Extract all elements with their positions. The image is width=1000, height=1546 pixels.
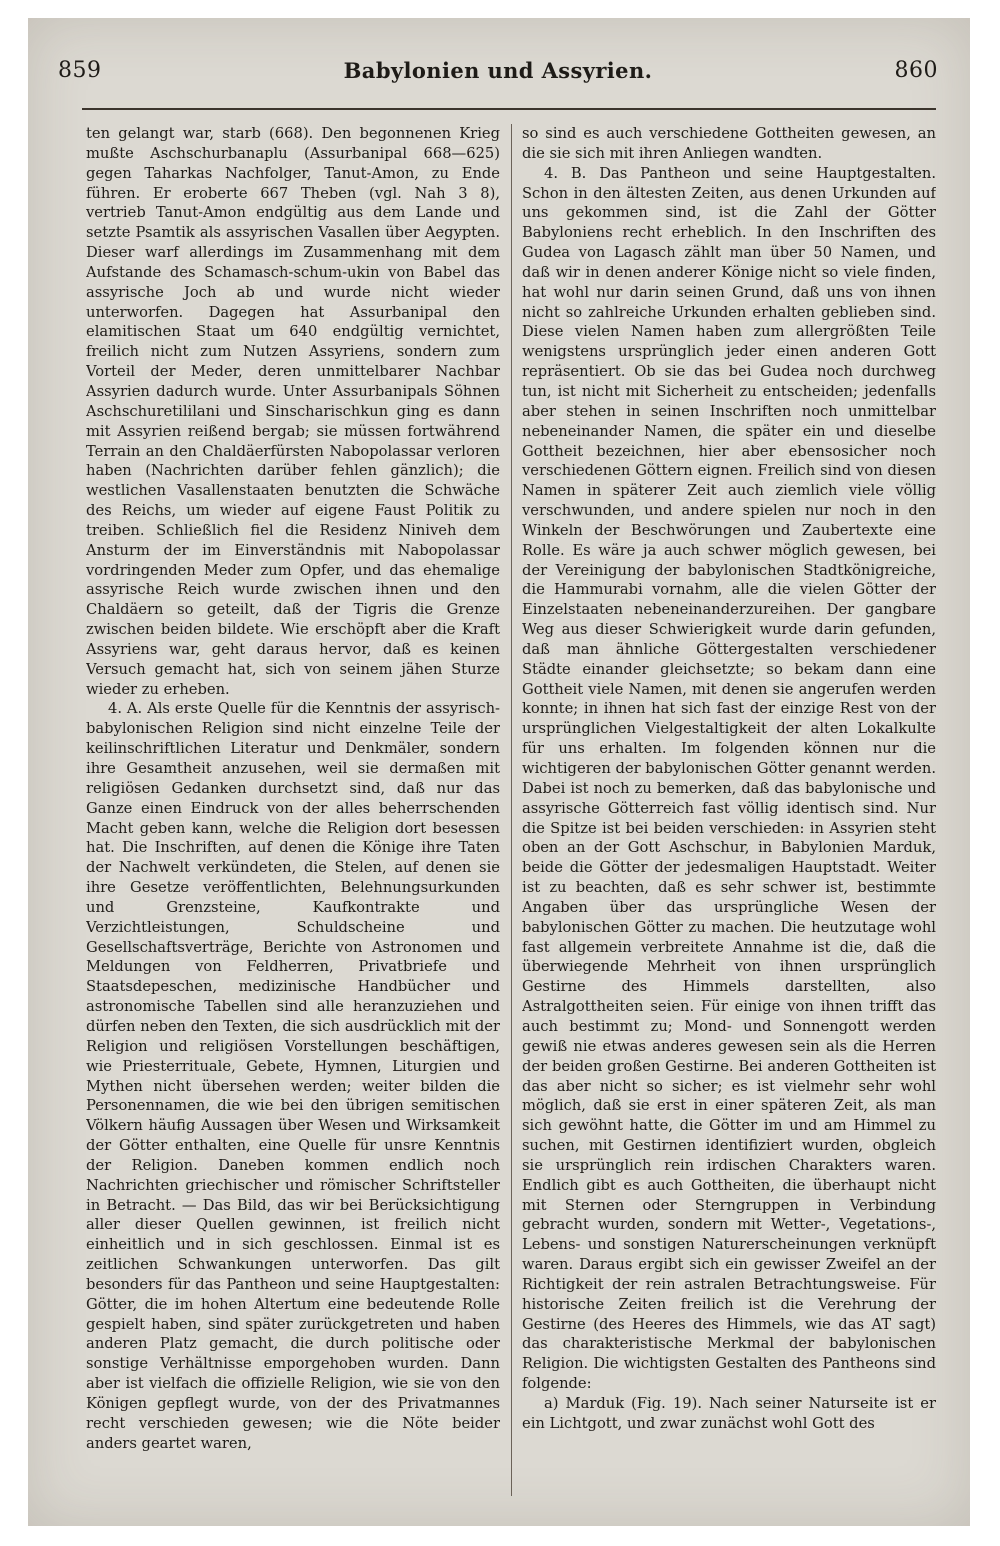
left-column	[86, 124, 500, 1514]
paragraph-quellen-religion: 4. A. Als erste Quelle für die Kenntnis der assyrisch-babylonischen Religion sind nicht einzelne Teile der keilinschriftlichen Literatur und Denkmäler, sondern ihre Gesamtheit anzusehen, weil sie dermaßen mit religiösen Gedanken durchsetzt sind, daß nur das Ganze einen Eindruck von der alles beherrschenden Macht geben kann, welche die Religion dort besessen hat. Die Inschriften, auf denen die Könige ihre Taten der Nachwelt verkündeten, die Stelen, auf denen sie ihre Gesetze veröffentlichten, Belehnungsurkunden und Grenzsteine, Kaufkontrakte und Verzichtleistungen, Schuldscheine und Gesellschaftsverträge, Berichte von Astronomen und Meldungen von Feldherren, Privatbriefe und Staatsdepeschen, medizinische Handbücher und astronomische Tabellen sind alle heranzuziehen und dürfen neben den Texten, die sich ausdrücklich mit der Religion und religiösen Vorstellungen beschäftigen, wie Priesterrituale, Gebete, Hymnen, Liturgien und Mythen nicht übersehen werden; weiter bilden die Personennamen, die wie bei den übrigen semitischen Völkern häufig Aussagen über Wesen und Wirksamkeit der Götter enthalten, eine Quelle für unsre Kenntnis der Religion. Daneben kommen endlich noch Nachrichten griechischer und römischer Schriftsteller in Betracht. — Das Bild, das wir bei Berücksichtigung aller dieser Quellen gewinnen, ist freilich nicht einheitlich und in sich geschlossen. Einmal ist es zeitlichen Schwankungen unterworfen. Das gilt besonders für das Pantheon und seine Hauptgestalten: Götter, die im hohen Altertum eine bedeutende Rolle gespielt haben, sind später zurückgetreten und haben anderen Platz gemacht, die durch politische oder sonstige Verhältnisse emporgehoben wurden. Dann aber ist vielfach die offizielle Religion, wie sie von den Königen gepflegt wurde, von der des Privatmannes recht verschieden gewesen; wie die Nöte beider anders geartet waren,	[86, 700, 500, 1452]
page-number-right: 860	[894, 58, 938, 83]
header-rule	[82, 108, 936, 110]
right-column	[522, 124, 936, 1514]
paragraph-pantheon: 4. B. Das Pantheon und seine Hauptgestalten. Schon in den ältesten Zeiten, aus denen Urkunden auf uns gekommen sind, ist die Zahl der Götter Babyloniens recht erheblich. In den Inschriften des Gudea von Lagasch zählt man über 50 Namen, und daß wir in denen anderer Könige nicht so viele finden, hat wohl nur darin seinen Grund, daß uns von ihnen nicht so zahlreiche Urkunden erhalten geblieben sind. Diese vielen Namen haben zum allergrößten Teile wenigstens ursprünglich jeder einen anderen Gott repräsentiert. Ob sie das bei Gudea noch durchweg tun, ist nicht mit Sicherheit zu entscheiden; jedenfalls aber stehen in seinen Inschriften noch unmittelbar nebeneinander Namen, die später ein und dieselbe Gottheit bezeichnen, hier aber ebensosicher noch verschiedenen Göttern eignen. Freilich sind von diesen Namen in späterer Zeit auch ziemlich viele völlig verschwunden, und andere spielen nur noch in den Winkeln der Beschwörungen und Zaubertexte eine Rolle. Es wäre ja auch schwer möglich gewesen, bei der Vereinigung der babylonischen Stadtkönigreiche, die Hammurabi vornahm, alle die vielen Götter der Einzelstaaten nebeneinanderzureihen. Der gangbare Weg aus dieser Schwierigkeit wurde darin gefunden, daß man ähnliche Göttergestalten verschiedener Städte einander gleichsetzte; so bekam dann eine Gottheit viele Namen, mit denen sie angerufen werden konnte; in ihnen hat sich fast der einzige Rest von der ursprünglichen Vielgestaltigkeit der alten Lokalkulte für uns erhalten. Im folgenden können nur die wichtigeren der babylonischen Götter genannt werden. Dabei ist noch zu bemerken, daß das babylonische und assyrische Götterreich fast völlig identisch sind. Nur die Spitze ist bei beiden verschieden: in Assyrien steht oben an der Gott Aschschur, in Babylonien Marduk, beide die Götter der jedesmaligen Hauptstadt. Weiter ist zu beachten, daß es sehr schwer ist, bestimmte Angaben über das ursprüngliche Wesen der babylonischen Götter zu machen. Die heutzutage wohl fast allgemein verbreitete Annahme ist die, daß die überwiegende Mehrheit von ihnen ursprünglich Gestirne des Himmels darstellten, also Astralgottheiten seien. Für einige von ihnen trifft das auch bestimmt zu; Mond- und Sonnengott werden gewiß nie etwas anderes gewesen sein als die Herren der beiden großen Gestirne. Bei anderen Gottheiten ist das aber nicht so sicher; es ist vielmehr sehr wohl möglich, daß sie erst in einer späteren Zeit, als man sich gewöhnt hatte, die Götter im und am Himmel zu suchen, mit Gestirnen identifiziert wurden, obgleich sie ursprünglich rein irdischen Charakters waren. Endlich gibt es auch Gottheiten, die überhaupt nicht mit Sternen oder Sterngruppen in Verbindung gebracht wurden, sondern mit Wetter-, Vegetations-, Lebens- und sonstigen Naturerscheinungen verknüpft waren. Daraus ergibt sich ein gewisser Zweifel an der Richtigkeit der rein astralen Betrachtungsweise. Für historische Zeiten freilich ist die Verehrung der Gestirne (des Heeres des Himmels, wie das AT sagt) das charakteristische Merkmal der babylonischen Religion. Die wichtigsten Gestalten des Pantheons sind folgende:	[522, 164, 936, 1393]
running-title: Babylonien und Assyrien.	[343, 58, 653, 83]
column-divider	[511, 124, 512, 1496]
paragraph-marduk: a) Marduk (Fig. 19). Nach seiner Naturseite ist er ein Lichtgott, und zwar zunächst wohl Gott des	[522, 1395, 936, 1432]
page-header	[58, 58, 938, 94]
page-number-left: 859	[58, 58, 102, 83]
paragraph-krieg: ten gelangt war, starb (668). Den begonnenen Krieg mußte Aschschurbanaplu (Assurbanipal 668—625) gegen Taharkas Nachfolger, Tanut-Amon, zu Ende führen. Er eroberte 667 Theben (vgl. Nah 3 8), vertrieb Tanut-Amon endgültig aus dem Lande und setzte Psamtik als assyrischen Vasallen über Aegypten. Dieser warf allerdings im Zusammenhang mit dem Aufstande des Schamasch-schum-ukin von Babel das assyrische Joch ab und wurde nicht wieder unterworfen. Dagegen hat Assurbanipal den elamitischen Staat um 640 endgültig vernichtet, freilich nicht zum Nutzen Assyriens, sondern zum Vorteil der Meder, deren unmittelbarer Nachbar Assyrien dadurch wurde. Unter Assurbanipals Söhnen Aschschuretililani und Sinscharischkun ging es dann mit Assyrien reißend bergab; sie müssen fortwährend Terrain an den Chaldäerfürsten Nabopolassar verloren haben (Nachrichten darüber fehlen gänzlich); die westlichen Vasallenstaaten benutzten die Schwäche des Reichs, um wieder auf eigene Faust Politik zu treiben. Schließlich fiel die Residenz Niniveh dem Ansturm der im Einverständnis mit Nabopolassar vordringenden Meder zum Opfer, und das ehemalige assyrische Reich wurde zwischen ihnen und den Chaldäern so geteilt, daß der Tigris die Grenze zwischen beiden bildete. Wie erschöpft aber die Kraft Assyriens war, geht daraus hervor, daß es keinen Versuch gemacht hat, sich von seinem jähen Sturze wieder zu erheben.	[86, 125, 500, 698]
paragraph-gottheiten: so sind es auch verschiedene Gottheiten gewesen, an die sie sich mit ihren Anliegen wandten.	[522, 125, 936, 162]
